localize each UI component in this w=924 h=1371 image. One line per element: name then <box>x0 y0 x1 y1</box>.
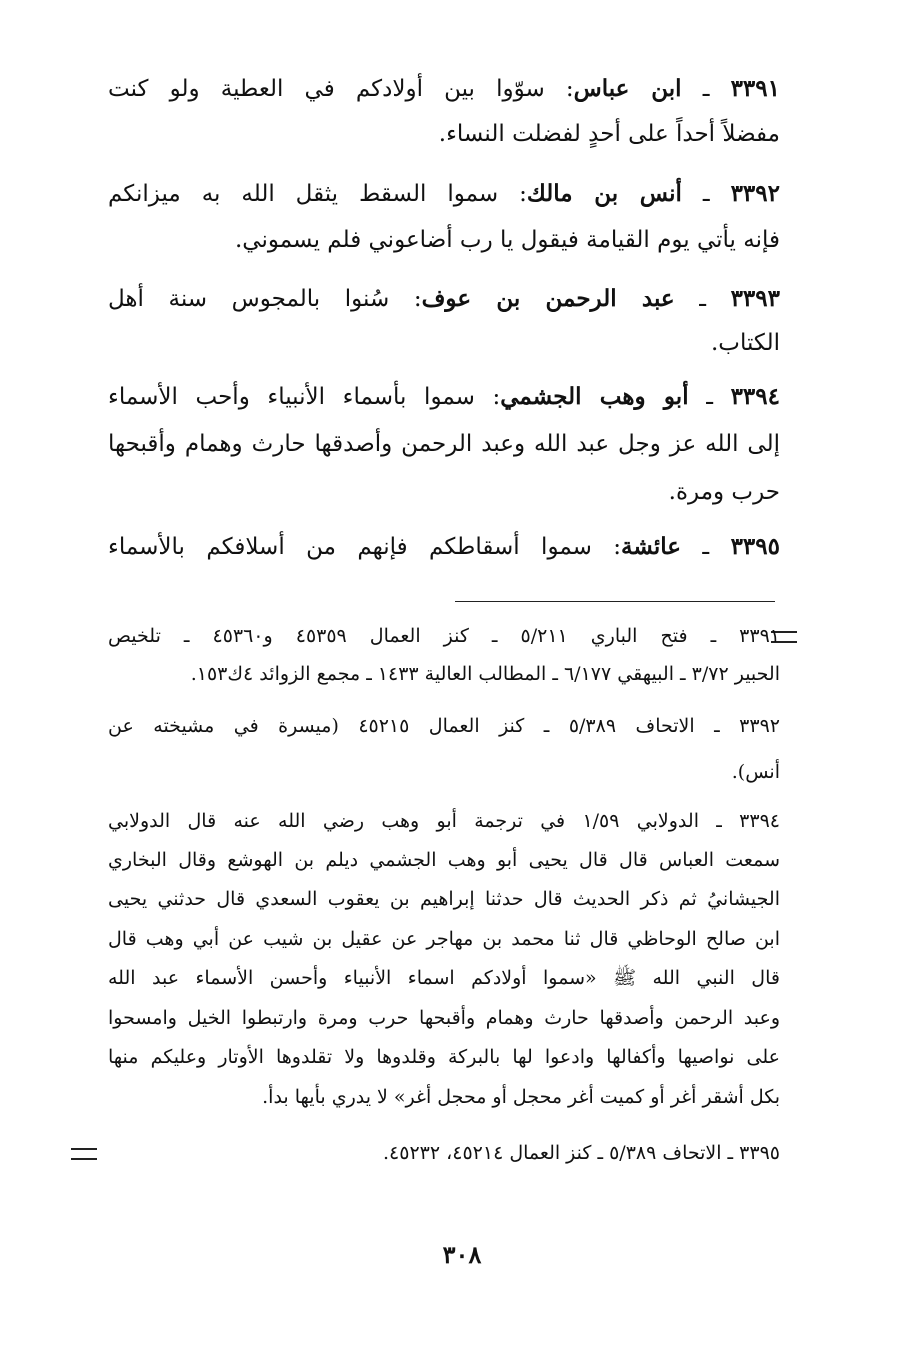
entry-author: أنس بن مالك <box>526 180 682 207</box>
footnote-3392-line-1: ٣٣٩٢ ـ الاتحاف ٥/٣٨٩ ـ كنز العمال ٤٥٢١٥ (ميسرة في مشيخته عن <box>108 715 780 737</box>
entry-3393-line-1: ٣٣٩٣ ـ عبد الرحمن بن عوف: سُنوا بالمجوس سنة أهل <box>108 285 780 312</box>
page-number: ٣٠٨ <box>442 1240 482 1269</box>
entry-author: أبو وهب الجشمي <box>500 383 689 410</box>
entry-number: ٣٣٩٤ <box>730 383 780 410</box>
footnote-3394-line-4: ابن صالح الوحاظي قال ثنا محمد بن مهاجر عن عقيل بن شيب عن أبي وهب قال <box>108 928 780 950</box>
footnote-3394-line-3: الجيشانيُ ثم ذكر الحديث قال حدثنا إبراهيم بن يعقوب السعدي قال حدثني يحيى <box>108 888 780 910</box>
entry-3394-line-2: إلى الله عز وجل عبد الله وعبد الرحمن وأصدقها حارث وهمام وأقبحها <box>108 431 780 457</box>
footnote-3394-line-7: على نواصيها وأكفالها وادعوا لها بالبركة وقلدوها ولا تقلدوها الأوتار وعليكم منها <box>108 1046 780 1068</box>
entry-text: سموا بأسماء الأنبياء وأحب الأسماء <box>108 384 475 410</box>
footnote-3391-line-1: ٣٣٩١ ـ فتح الباري ٥/٢١١ ـ كنز العمال ٤٥٣٥٩ و٤٥٣٦٠ ـ تلخيص <box>108 625 780 647</box>
entry-author: عائشة <box>621 533 682 560</box>
entry-3391-line-1: ٣٣٩١ ـ ابن عباس: سوّوا بين أولادكم في العطية ولو كنت <box>108 75 780 102</box>
footnote-3392-line-2: أنس). <box>731 761 780 783</box>
entry-3394-line-1: ٣٣٩٤ ـ أبو وهب الجشمي: سموا بأسماء الأنبياء وأحب الأسماء <box>108 383 780 410</box>
entry-3392-line-2: فإنه يأتي يوم القيامة فيقول يا رب أضاعوني فلم يسموني. <box>234 227 780 253</box>
entry-number: ٣٣٩٢ <box>730 180 780 207</box>
footnote-3394-line-6: وعبد الرحمن وأصدقها حارث وهمام وأقبحها حرب ومرة وارتبطوا الخيل وامسحوا <box>108 1007 780 1029</box>
footnote-3391-line-2: الحبير ٣/٧٢ ـ البيهقي ٦/١٧٧ ـ المطالب العالية ١٤٣٣ ـ مجمع الزوائد ٤ك١٥٣. <box>190 663 780 685</box>
footnote-3394-line-8: بكل أشقر أغر أو كميت أغر محجل أو محجل أغر» لا يدري بأيها بدأ. <box>262 1086 780 1108</box>
entry-number: ٣٣٩٣ <box>730 285 780 312</box>
footnote-continuation-mark <box>71 1148 97 1160</box>
entry-3393-line-2: الكتاب. <box>710 330 780 356</box>
footnote-3395-line-1: ٣٣٩٥ ـ الاتحاف ٥/٣٨٩ ـ كنز العمال ٤٥٢١٤، ٤٥٢٣٢. <box>383 1142 780 1164</box>
entry-number: ٣٣٩٥ <box>730 533 780 560</box>
footnote-3394-line-5: قال النبي الله ﷺ «سموا أولادكم اسماء الأنبياء وأحسن الأسماء عبد الله <box>108 967 780 989</box>
entry-text: سموا أسقاطكم فإنهم من أسلافكم بالأسماء <box>108 534 592 560</box>
entry-3394-line-3: حرب ومرة. <box>668 479 780 505</box>
footnote-3394-line-1: ٣٣٩٤ ـ الدولابي ١/٥٩ في ترجمة أبو وهب رضي الله عنه قال الدولابي <box>108 810 780 832</box>
entry-3395-line-1: ٣٣٩٥ ـ عائشة: سموا أسقاطكم فإنهم من أسلافكم بالأسماء <box>108 533 780 560</box>
entry-author: ابن عباس <box>573 75 682 102</box>
entry-text: سُنوا بالمجوس سنة أهل <box>108 286 390 312</box>
entry-number: ٣٣٩١ <box>730 75 780 102</box>
entry-text: سموا السقط يثقل الله به ميزانكم <box>108 181 499 207</box>
entry-author: عبد الرحمن بن عوف <box>421 285 675 312</box>
footnote-separator <box>455 601 775 602</box>
entry-3391-line-2: مفضلاً أحداً على أحدٍ لفضلت النساء. <box>438 121 780 147</box>
footnote-3394-line-2: سمعت العباس قال قال يحيى أبو وهب الجشمي ديلم بن الهوشع وقال البخاري <box>108 849 780 871</box>
entry-3392-line-1: ٣٣٩٢ ـ أنس بن مالك: سموا السقط يثقل الله به ميزانكم <box>108 180 780 207</box>
entry-text: سوّوا بين أولادكم في العطية ولو كنت <box>108 76 545 102</box>
